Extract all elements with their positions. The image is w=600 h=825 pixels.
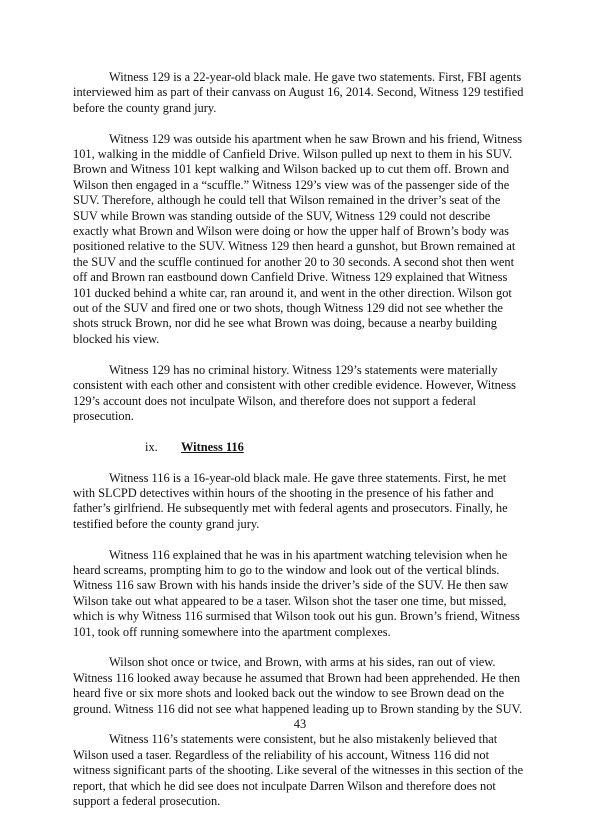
section-title: Witness 116 (181, 439, 244, 454)
paragraph-witness-129-account: Witness 129 was outside his apartment when he saw Brown and his friend, Witness 101, walking in the middle of Canfield Drive. Wilson pulled up next to them in his SUV. Brown and Witness 101 kept walking and Wilson backed up to cut them off. Brown and Wilson then engaged in a “scuffle.” Witness 129’s view was of the passenger side of the SUV. Therefore, although he could tell that Wilson remained in the driver’s seat of the SUV while Brown was standing outside of the SUV, Witness 129 could not describe exactly what Brown and Wilson were doing or how the upper half of Brown’s body was positioned relative to the SUV. Witness 129 then heard a gunshot, but Brown remained at the SUV and the scuffle continued for another 20 to 30 seconds. A second shot then went off and Brown ran eastbound down Canfield Drive. Witness 129 explained that Witness 101 ducked behind a white car, ran around it, and went in the other direction. Wilson got out of the SUV and fired one or two shots, though Witness 129 did not see whether the shots struck Brown, nor did he see what Brown was doing, because a nearby building blocked his view. (73, 131, 523, 346)
section-number: ix. (145, 439, 158, 454)
paragraph-witness-116-assessment: Witness 116’s statements were consistent, but he also mistakenly believed that Wilson used a taser. Regardless of the reliability of his account, Witness 116 did not witness significant parts of the shooting. Like several of the witnesses in this section of the report, that which he did see does not inculpate Darren Wilson and therefore does not support a federal prosecution. (73, 732, 524, 808)
paragraph-witness-116-account: Witness 116 explained that he was in his apartment watching television when he heard screams, prompting him to go to the window and look out of the vertical blinds. Witness 116 saw Brown with his hands inside the driver’s side of the SUV. He then saw Wilson take out what appeared to be a taser. Wilson shot the taser one time, but missed, which is why Witness 116 surmised that Wilson took out his gun. Brown’s friend, Witness 101, took off running somewhere into the apartment complexes. (73, 547, 520, 639)
page-number: 43 (293, 717, 307, 731)
page-body (73, 70, 527, 825)
paragraph-witness-129-assessment: Witness 129 has no criminal history. Witness 129’s statements were materially consistent with each other and consistent with other credible evidence. However, Witness 129’s account does not inculpate Wilson, and therefore does not support a federal prosecution. (73, 362, 516, 423)
paragraph-witness-116-shots: Wilson shot once or twice, and Brown, with arms at his sides, ran out of view. Witness 116 looked away because he assumed that Brown had been apprehended. He then heard five or six more shots and looked back out the window to see Brown dead on the ground. Witness 116 did not see what happened leading up to Brown standing by the SUV. (73, 655, 523, 716)
paragraph-witness-116-intro: Witness 116 is a 16-year-old black male. He gave three statements. First, he met with SLCPD detectives within hours of the shooting in the presence of his father and father’s girlfriend. He subsequently met with federal agents and prosecutors. Finally, he testified before the county grand jury. (73, 470, 508, 531)
paragraph-witness-129-intro: Witness 129 is a 22-year-old black male. He gave two statements. First, FBI agents interviewed him as part of their canvass on August 16, 2014. Second, Witness 129 testified before the county grand jury. (73, 70, 524, 115)
section-heading (73, 440, 527, 455)
